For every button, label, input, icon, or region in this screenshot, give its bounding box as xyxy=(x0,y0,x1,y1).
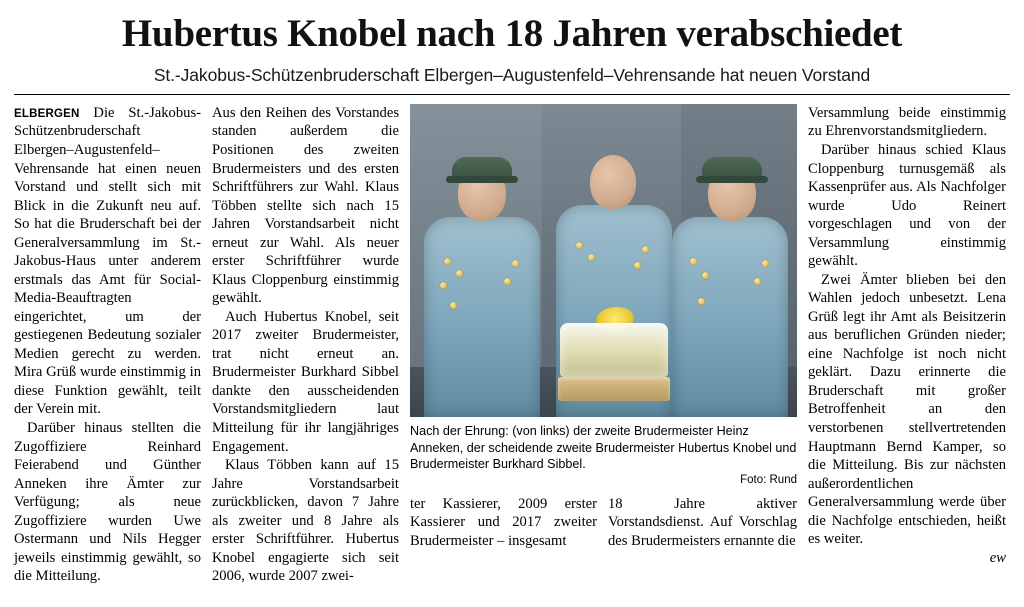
photo-person-left xyxy=(416,167,546,417)
medal xyxy=(690,258,697,265)
medal xyxy=(698,298,705,305)
photo-block xyxy=(410,104,797,486)
paragraph-text: Die St.-Jakobus-Schützenbruderschaft Elbergen–Augustenfeld–Vehrensande hat einen neuen Vorstand und stellt sich mit Blick in die Zukunft neu auf. So hat die Bruderschaft bei der Generalversammlung im St.-Jakobus-Haus unter anderem erstmals das Amt für Social-Media-Beauftragten eingerichtet, um der gestiegenen Bedeutung sozialer Medien gerecht zu werden. Mira Grüß wurde einstimmig in diese Funktion gewählt, teilt der Verein mit. xyxy=(14,104,201,418)
medal xyxy=(754,278,761,285)
medal xyxy=(702,272,709,279)
uniform-jacket xyxy=(424,217,540,417)
paragraph: Darüber hinaus schied Klaus Cloppenburg turnusgemäß als Kassenprüfer aus. Als Nachfolger wurde Udo Reinert vorgeschlagen und von der Versammlung einstimmig gewählt. xyxy=(808,142,1006,270)
paragraph: Klaus Többen kann auf 15 Jahre Vorstandsarbeit zurückblicken, davon 7 Jahre als zweiter und 8 Jahre als erster Schriftführer. Hubertus Knobel engagierte sich seit 2006, wurde 2007 zwei- xyxy=(212,457,399,585)
article-columns xyxy=(14,104,1010,586)
medal xyxy=(762,260,769,267)
paragraph: Aus den Reihen des Vorstandes standen außerdem die Positionen des zweiten Brudermeisters und des ersten Schriftführers zur Wahl. Klaus Többen stellte sich nach 15 Jahren Vorstandsarbeit nicht erneut zur Wahl. Als neuer erster Schriftführer wurde Klaus Cloppenburg einstimmig gewählt. xyxy=(212,104,399,307)
medal xyxy=(642,246,649,253)
medal xyxy=(504,278,511,285)
medal xyxy=(440,282,447,289)
dateline: ELBERGEN xyxy=(14,107,80,120)
paragraph xyxy=(14,104,201,419)
person-head xyxy=(590,155,636,209)
newspaper-article-page xyxy=(0,14,1024,607)
gift-wrapping xyxy=(560,323,668,377)
paragraph: Auch Hubertus Knobel, seit 2017 zweiter Brudermeister, trat nicht erneut an. Brudermeister Burkhard Sibbel dankte den ausscheidenden Vorstandsmitgliedern laut Mitteilung für ihr langjähriges Engagement. xyxy=(212,308,399,455)
subheadline: St.-Jakobus-Schützenbruderschaft Elbergen–Augustenfeld–Vehrensande hat neuen Vorstand xyxy=(153,64,871,85)
column-3-right-text xyxy=(608,495,797,551)
medal xyxy=(576,242,583,249)
column-4 xyxy=(808,104,1006,567)
gift-basket xyxy=(558,323,670,401)
article-photo xyxy=(410,104,797,417)
uniform-hat-brim xyxy=(446,176,518,183)
paragraph: Versammlung beide einstimmig zu Ehrenvorstandsmitgliedern. xyxy=(808,104,1006,140)
medal xyxy=(634,262,641,269)
column-2 xyxy=(212,104,410,586)
medal xyxy=(444,258,451,265)
column-1 xyxy=(14,104,212,586)
gift-tray xyxy=(558,377,670,401)
medal xyxy=(588,254,595,261)
uniform-jacket xyxy=(672,217,788,417)
medal xyxy=(512,260,519,267)
divider-rule xyxy=(14,94,1010,95)
paragraph: Darüber hinaus stellten die Zugoffiziere Reinhard Feierabend und Günther Anneken ihre Ämter zur Verfügung; als neue Zugoffiziere wurden Uwe Ostermann und Nils Hegger jeweils einstimmig gewählt, so die Mitteilung. xyxy=(14,419,201,585)
page-title: Hubertus Knobel nach 18 Jahren verabschiedet xyxy=(121,12,903,55)
photo-credit: Foto: Rund xyxy=(740,473,797,486)
article-signoff: ew xyxy=(989,549,1006,566)
column-3-left-text xyxy=(410,495,608,551)
photo-person-right xyxy=(668,167,794,417)
uniform-hat-brim xyxy=(696,176,768,183)
paragraph: ter Kassierer, 2009 erster Kassierer und 2017 zweiter Brudermeister – insgesamt xyxy=(410,495,597,549)
medal xyxy=(456,270,463,277)
column-3-continuation xyxy=(410,495,797,551)
photo-caption: Nach der Ehrung: (von links) der zweite Brudermeister Heinz Anneken, der scheidende zweite Brudermeister Hubertus Knobel und Brudermeister Burkhard Sibbel. xyxy=(410,423,797,472)
paragraph: 18 Jahre aktiver Vorstandsdienst. Auf Vorschlag des Brudermeisters ernannte die xyxy=(608,495,797,549)
column-3 xyxy=(410,104,808,550)
medal xyxy=(450,302,457,309)
paragraph: Zwei Ämter blieben bei den Wahlen jedoch unbesetzt. Lena Grüß legt ihr Amt als Beisitzerin aus beruflichen Gründen nieder; eine Nachfolge ist noch nicht geklärt. Dazu erinnerte die Bruderschaft mit großer Betroffenheit an den verstorbenen stellvertretenden Hauptmann Bernd Kamper, so die Mitteilung. Bis zur nächsten außerordentlichen Generalversammlung werde über die Nachfolge entschieden, heißt es weiter. xyxy=(808,271,1006,548)
